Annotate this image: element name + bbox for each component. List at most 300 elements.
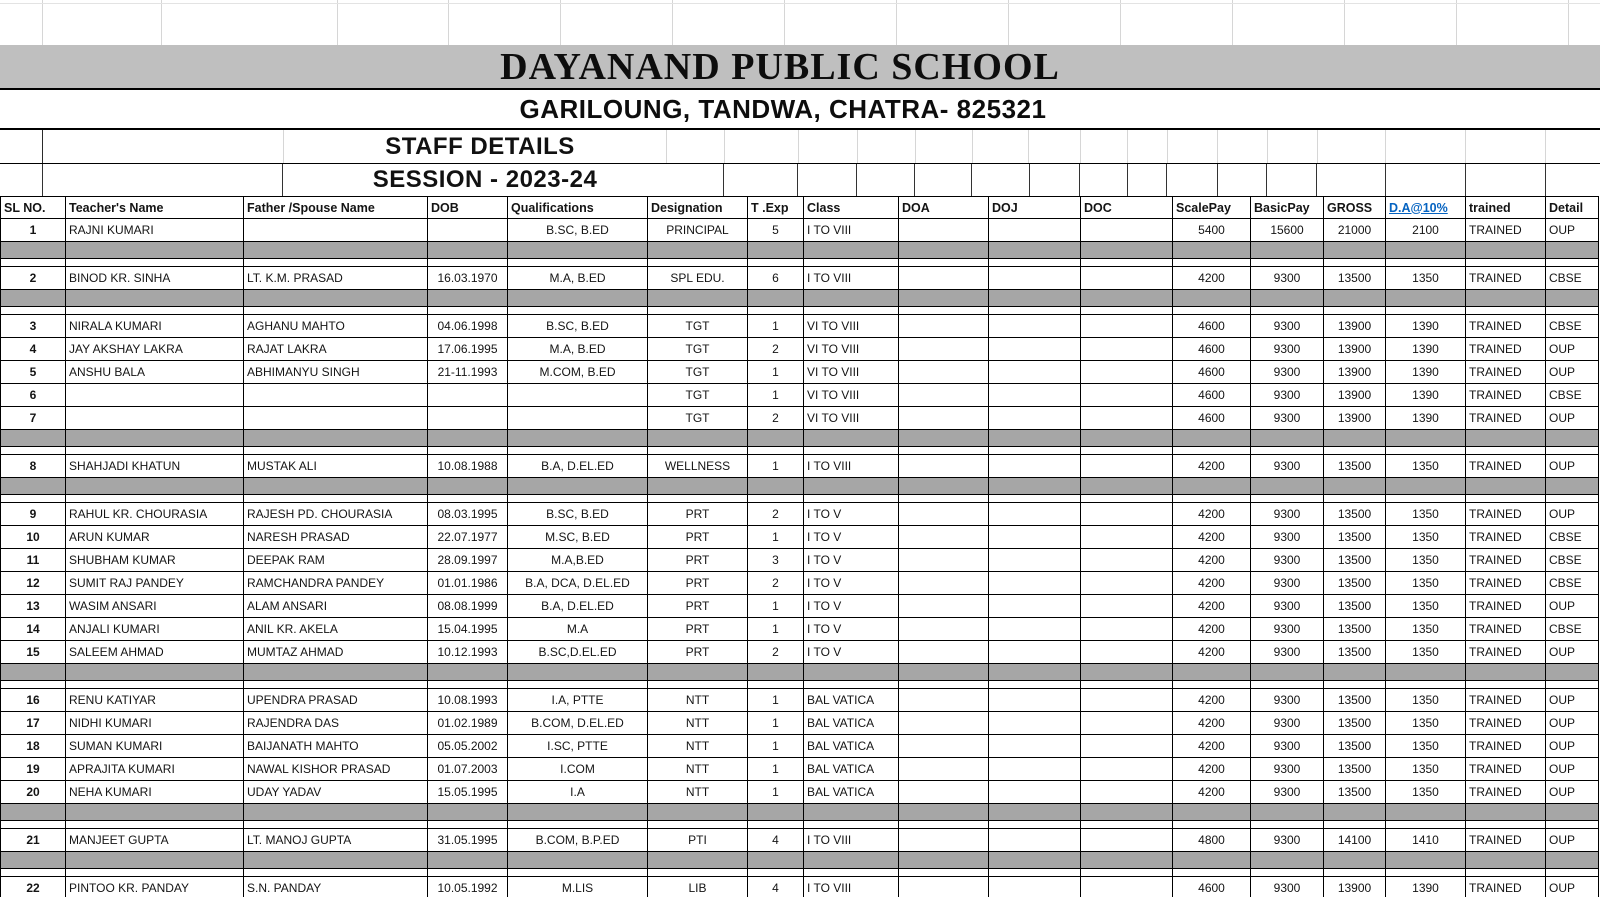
cell-da-row-6[interactable]: 1390 xyxy=(1386,384,1466,407)
cell-basic-row-1[interactable]: 15600 xyxy=(1251,219,1324,242)
cell-qual-row-3[interactable]: B.SC, B.ED xyxy=(508,315,648,338)
cell-basic-row-2[interactable]: 9300 xyxy=(1251,267,1324,290)
cell-scale-row-5[interactable]: 4600 xyxy=(1173,361,1251,384)
cell-texp-row-1[interactable]: 5 xyxy=(748,219,804,242)
cell-detail-row-20[interactable]: OUP xyxy=(1546,781,1599,804)
cell-da-row-19[interactable]: 1350 xyxy=(1386,758,1466,781)
cell-sl-row-12[interactable]: 12 xyxy=(1,572,66,595)
cell-detail-row-12[interactable]: CBSE xyxy=(1546,572,1599,595)
cell-dob-row-7[interactable] xyxy=(428,407,508,430)
cell-texp-row-8[interactable]: 1 xyxy=(748,455,804,478)
cell-desig-row-15[interactable]: PRT xyxy=(648,641,748,664)
cell-da-row-9[interactable]: 1350 xyxy=(1386,503,1466,526)
cell-father-row-15[interactable]: MUMTAZ AHMAD xyxy=(244,641,428,664)
cell-qual-row-15[interactable]: B.SC,D.EL.ED xyxy=(508,641,648,664)
cell-doc-row-5[interactable] xyxy=(1081,361,1173,384)
cell-cls-row-5[interactable]: VI TO VIII xyxy=(804,361,899,384)
cell-da-row-16[interactable]: 1350 xyxy=(1386,689,1466,712)
cell-name-row-19[interactable]: APRAJITA KUMARI xyxy=(66,758,244,781)
cell-trained-row-14[interactable]: TRAINED xyxy=(1466,618,1546,641)
cell-qual-row-22[interactable]: M.LIS xyxy=(508,877,648,897)
cell-texp-row-2[interactable]: 6 xyxy=(748,267,804,290)
cell-desig-row-17[interactable]: NTT xyxy=(648,712,748,735)
cell-desig-row-8[interactable]: WELLNESS xyxy=(648,455,748,478)
cell-desig-row-13[interactable]: PRT xyxy=(648,595,748,618)
cell-basic-row-15[interactable]: 9300 xyxy=(1251,641,1324,664)
cell-desig-row-5[interactable]: TGT xyxy=(648,361,748,384)
cell-dob-row-4[interactable]: 17.06.1995 xyxy=(428,338,508,361)
cell-name-row-8[interactable]: SHAHJADI KHATUN xyxy=(66,455,244,478)
cell-da-row-10[interactable]: 1350 xyxy=(1386,526,1466,549)
cell-doa-row-10[interactable] xyxy=(899,526,989,549)
cell-trained-row-7[interactable]: TRAINED xyxy=(1466,407,1546,430)
cell-doj-row-8[interactable] xyxy=(989,455,1081,478)
cell-desig-row-14[interactable]: PRT xyxy=(648,618,748,641)
cell-da-row-7[interactable]: 1390 xyxy=(1386,407,1466,430)
cell-name-row-2[interactable]: BINOD KR. SINHA xyxy=(66,267,244,290)
cell-detail-row-7[interactable]: OUP xyxy=(1546,407,1599,430)
cell-name-row-13[interactable]: WASIM ANSARI xyxy=(66,595,244,618)
cell-qual-row-20[interactable]: I.A xyxy=(508,781,648,804)
cell-texp-row-22[interactable]: 4 xyxy=(748,877,804,897)
cell-basic-row-16[interactable]: 9300 xyxy=(1251,689,1324,712)
cell-basic-row-8[interactable]: 9300 xyxy=(1251,455,1324,478)
cell-basic-row-14[interactable]: 9300 xyxy=(1251,618,1324,641)
cell-scale-row-21[interactable]: 4800 xyxy=(1173,829,1251,852)
cell-texp-row-14[interactable]: 1 xyxy=(748,618,804,641)
cell-desig-row-2[interactable]: SPL EDU. xyxy=(648,267,748,290)
cell-basic-row-21[interactable]: 9300 xyxy=(1251,829,1324,852)
cell-basic-row-11[interactable]: 9300 xyxy=(1251,549,1324,572)
cell-cls-row-2[interactable]: I TO VIII xyxy=(804,267,899,290)
cell-trained-row-22[interactable]: TRAINED xyxy=(1466,877,1546,897)
cell-cls-row-3[interactable]: VI TO VIII xyxy=(804,315,899,338)
cell-doc-row-20[interactable] xyxy=(1081,781,1173,804)
cell-dob-row-5[interactable]: 21-11.1993 xyxy=(428,361,508,384)
cell-da-row-17[interactable]: 1350 xyxy=(1386,712,1466,735)
cell-dob-row-1[interactable] xyxy=(428,219,508,242)
cell-dob-row-9[interactable]: 08.03.1995 xyxy=(428,503,508,526)
cell-doc-row-19[interactable] xyxy=(1081,758,1173,781)
cell-gross-row-7[interactable]: 13900 xyxy=(1324,407,1386,430)
cell-name-row-3[interactable]: NIRALA KUMARI xyxy=(66,315,244,338)
cell-gross-row-5[interactable]: 13900 xyxy=(1324,361,1386,384)
cell-gross-row-1[interactable]: 21000 xyxy=(1324,219,1386,242)
cell-qual-row-18[interactable]: I.SC, PTTE xyxy=(508,735,648,758)
cell-detail-row-6[interactable]: CBSE xyxy=(1546,384,1599,407)
cell-name-row-4[interactable]: JAY AKSHAY LAKRA xyxy=(66,338,244,361)
cell-dob-row-16[interactable]: 10.08.1993 xyxy=(428,689,508,712)
cell-desig-row-6[interactable]: TGT xyxy=(648,384,748,407)
cell-scale-row-7[interactable]: 4600 xyxy=(1173,407,1251,430)
cell-cls-row-21[interactable]: I TO VIII xyxy=(804,829,899,852)
cell-gross-row-17[interactable]: 13500 xyxy=(1324,712,1386,735)
cell-desig-row-20[interactable]: NTT xyxy=(648,781,748,804)
cell-qual-row-8[interactable]: B.A, D.EL.ED xyxy=(508,455,648,478)
cell-gross-row-6[interactable]: 13900 xyxy=(1324,384,1386,407)
cell-doj-row-2[interactable] xyxy=(989,267,1081,290)
cell-doa-row-6[interactable] xyxy=(899,384,989,407)
cell-doj-row-15[interactable] xyxy=(989,641,1081,664)
cell-qual-row-10[interactable]: M.SC, B.ED xyxy=(508,526,648,549)
cell-trained-row-20[interactable]: TRAINED xyxy=(1466,781,1546,804)
cell-scale-row-14[interactable]: 4200 xyxy=(1173,618,1251,641)
cell-basic-row-13[interactable]: 9300 xyxy=(1251,595,1324,618)
cell-qual-row-13[interactable]: B.A, D.EL.ED xyxy=(508,595,648,618)
cell-scale-row-16[interactable]: 4200 xyxy=(1173,689,1251,712)
cell-trained-row-9[interactable]: TRAINED xyxy=(1466,503,1546,526)
cell-scale-row-17[interactable]: 4200 xyxy=(1173,712,1251,735)
cell-doc-row-14[interactable] xyxy=(1081,618,1173,641)
cell-doj-row-9[interactable] xyxy=(989,503,1081,526)
cell-qual-row-17[interactable]: B.COM, D.EL.ED xyxy=(508,712,648,735)
cell-doc-row-10[interactable] xyxy=(1081,526,1173,549)
cell-trained-row-1[interactable]: TRAINED xyxy=(1466,219,1546,242)
cell-da-row-22[interactable]: 1390 xyxy=(1386,877,1466,897)
cell-father-row-5[interactable]: ABHIMANYU SINGH xyxy=(244,361,428,384)
col-header-da[interactable]: D.A@10% xyxy=(1386,197,1466,219)
cell-father-row-12[interactable]: RAMCHANDRA PANDEY xyxy=(244,572,428,595)
cell-doj-row-12[interactable] xyxy=(989,572,1081,595)
cell-detail-row-14[interactable]: CBSE xyxy=(1546,618,1599,641)
cell-qual-row-14[interactable]: M.A xyxy=(508,618,648,641)
cell-gross-row-18[interactable]: 13500 xyxy=(1324,735,1386,758)
cell-name-row-15[interactable]: SALEEM AHMAD xyxy=(66,641,244,664)
cell-da-row-3[interactable]: 1390 xyxy=(1386,315,1466,338)
cell-da-row-13[interactable]: 1350 xyxy=(1386,595,1466,618)
cell-doa-row-14[interactable] xyxy=(899,618,989,641)
cell-gross-row-11[interactable]: 13500 xyxy=(1324,549,1386,572)
cell-dob-row-6[interactable] xyxy=(428,384,508,407)
cell-doa-row-21[interactable] xyxy=(899,829,989,852)
cell-cls-row-4[interactable]: VI TO VIII xyxy=(804,338,899,361)
cell-detail-row-13[interactable]: OUP xyxy=(1546,595,1599,618)
cell-cls-row-9[interactable]: I TO V xyxy=(804,503,899,526)
cell-father-row-9[interactable]: RAJESH PD. CHOURASIA xyxy=(244,503,428,526)
cell-doc-row-8[interactable] xyxy=(1081,455,1173,478)
cell-basic-row-3[interactable]: 9300 xyxy=(1251,315,1324,338)
cell-doj-row-7[interactable] xyxy=(989,407,1081,430)
cell-scale-row-12[interactable]: 4200 xyxy=(1173,572,1251,595)
cell-desig-row-11[interactable]: PRT xyxy=(648,549,748,572)
cell-doj-row-14[interactable] xyxy=(989,618,1081,641)
cell-cls-row-10[interactable]: I TO V xyxy=(804,526,899,549)
cell-gross-row-20[interactable]: 13500 xyxy=(1324,781,1386,804)
cell-doc-row-16[interactable] xyxy=(1081,689,1173,712)
cell-desig-row-19[interactable]: NTT xyxy=(648,758,748,781)
cell-dob-row-11[interactable]: 28.09.1997 xyxy=(428,549,508,572)
cell-doj-row-4[interactable] xyxy=(989,338,1081,361)
cell-doj-row-6[interactable] xyxy=(989,384,1081,407)
cell-desig-row-22[interactable]: LIB xyxy=(648,877,748,897)
cell-trained-row-12[interactable]: TRAINED xyxy=(1466,572,1546,595)
cell-name-row-5[interactable]: ANSHU BALA xyxy=(66,361,244,384)
cell-sl-row-5[interactable]: 5 xyxy=(1,361,66,384)
cell-father-row-14[interactable]: ANIL KR. AKELA xyxy=(244,618,428,641)
cell-doc-row-17[interactable] xyxy=(1081,712,1173,735)
cell-cls-row-7[interactable]: VI TO VIII xyxy=(804,407,899,430)
cell-sl-row-11[interactable]: 11 xyxy=(1,549,66,572)
cell-trained-row-18[interactable]: TRAINED xyxy=(1466,735,1546,758)
cell-cls-row-6[interactable]: VI TO VIII xyxy=(804,384,899,407)
cell-father-row-22[interactable]: S.N. PANDAY xyxy=(244,877,428,897)
cell-qual-row-21[interactable]: B.COM, B.P.ED xyxy=(508,829,648,852)
cell-scale-row-2[interactable]: 4200 xyxy=(1173,267,1251,290)
cell-sl-row-16[interactable]: 16 xyxy=(1,689,66,712)
cell-trained-row-4[interactable]: TRAINED xyxy=(1466,338,1546,361)
cell-basic-row-9[interactable]: 9300 xyxy=(1251,503,1324,526)
cell-gross-row-22[interactable]: 13900 xyxy=(1324,877,1386,897)
cell-detail-row-3[interactable]: CBSE xyxy=(1546,315,1599,338)
cell-basic-row-17[interactable]: 9300 xyxy=(1251,712,1324,735)
cell-trained-row-2[interactable]: TRAINED xyxy=(1466,267,1546,290)
cell-desig-row-7[interactable]: TGT xyxy=(648,407,748,430)
cell-desig-row-3[interactable]: TGT xyxy=(648,315,748,338)
cell-da-row-4[interactable]: 1390 xyxy=(1386,338,1466,361)
cell-doc-row-7[interactable] xyxy=(1081,407,1173,430)
cell-doa-row-17[interactable] xyxy=(899,712,989,735)
cell-father-row-21[interactable]: LT. MANOJ GUPTA xyxy=(244,829,428,852)
cell-name-row-10[interactable]: ARUN KUMAR xyxy=(66,526,244,549)
cell-dob-row-8[interactable]: 10.08.1988 xyxy=(428,455,508,478)
cell-doj-row-18[interactable] xyxy=(989,735,1081,758)
cell-doa-row-3[interactable] xyxy=(899,315,989,338)
cell-detail-row-15[interactable]: OUP xyxy=(1546,641,1599,664)
cell-basic-row-10[interactable]: 9300 xyxy=(1251,526,1324,549)
cell-desig-row-1[interactable]: PRINCIPAL xyxy=(648,219,748,242)
cell-da-row-11[interactable]: 1350 xyxy=(1386,549,1466,572)
cell-da-row-5[interactable]: 1390 xyxy=(1386,361,1466,384)
cell-texp-row-3[interactable]: 1 xyxy=(748,315,804,338)
cell-sl-row-14[interactable]: 14 xyxy=(1,618,66,641)
cell-doc-row-6[interactable] xyxy=(1081,384,1173,407)
cell-doc-row-11[interactable] xyxy=(1081,549,1173,572)
cell-father-row-11[interactable]: DEEPAK RAM xyxy=(244,549,428,572)
cell-doc-row-18[interactable] xyxy=(1081,735,1173,758)
cell-qual-row-1[interactable]: B.SC, B.ED xyxy=(508,219,648,242)
cell-detail-row-9[interactable]: OUP xyxy=(1546,503,1599,526)
cell-cls-row-16[interactable]: BAL VATICA xyxy=(804,689,899,712)
cell-doj-row-1[interactable] xyxy=(989,219,1081,242)
cell-detail-row-2[interactable]: CBSE xyxy=(1546,267,1599,290)
cell-scale-row-18[interactable]: 4200 xyxy=(1173,735,1251,758)
cell-scale-row-1[interactable]: 5400 xyxy=(1173,219,1251,242)
cell-texp-row-13[interactable]: 1 xyxy=(748,595,804,618)
cell-doc-row-15[interactable] xyxy=(1081,641,1173,664)
cell-name-row-11[interactable]: SHUBHAM KUMAR xyxy=(66,549,244,572)
cell-sl-row-15[interactable]: 15 xyxy=(1,641,66,664)
cell-name-row-18[interactable]: SUMAN KUMARI xyxy=(66,735,244,758)
cell-gross-row-15[interactable]: 13500 xyxy=(1324,641,1386,664)
cell-father-row-6[interactable] xyxy=(244,384,428,407)
cell-scale-row-3[interactable]: 4600 xyxy=(1173,315,1251,338)
cell-detail-row-1[interactable]: OUP xyxy=(1546,219,1599,242)
cell-doa-row-20[interactable] xyxy=(899,781,989,804)
cell-dob-row-14[interactable]: 15.04.1995 xyxy=(428,618,508,641)
cell-doa-row-22[interactable] xyxy=(899,877,989,897)
cell-detail-row-19[interactable]: OUP xyxy=(1546,758,1599,781)
cell-doj-row-5[interactable] xyxy=(989,361,1081,384)
cell-sl-row-2[interactable]: 2 xyxy=(1,267,66,290)
cell-detail-row-22[interactable]: OUP xyxy=(1546,877,1599,897)
cell-qual-row-5[interactable]: M.COM, B.ED xyxy=(508,361,648,384)
cell-doa-row-5[interactable] xyxy=(899,361,989,384)
cell-cls-row-14[interactable]: I TO V xyxy=(804,618,899,641)
cell-doj-row-22[interactable] xyxy=(989,877,1081,897)
cell-trained-row-15[interactable]: TRAINED xyxy=(1466,641,1546,664)
cell-da-row-20[interactable]: 1350 xyxy=(1386,781,1466,804)
cell-doc-row-22[interactable] xyxy=(1081,877,1173,897)
cell-detail-row-18[interactable]: OUP xyxy=(1546,735,1599,758)
cell-doj-row-20[interactable] xyxy=(989,781,1081,804)
cell-name-row-12[interactable]: SUMIT RAJ PANDEY xyxy=(66,572,244,595)
cell-detail-row-4[interactable]: OUP xyxy=(1546,338,1599,361)
cell-qual-row-16[interactable]: I.A, PTTE xyxy=(508,689,648,712)
cell-detail-row-8[interactable]: OUP xyxy=(1546,455,1599,478)
cell-scale-row-15[interactable]: 4200 xyxy=(1173,641,1251,664)
cell-qual-row-6[interactable] xyxy=(508,384,648,407)
cell-da-row-18[interactable]: 1350 xyxy=(1386,735,1466,758)
cell-scale-row-8[interactable]: 4200 xyxy=(1173,455,1251,478)
cell-cls-row-20[interactable]: BAL VATICA xyxy=(804,781,899,804)
cell-texp-row-11[interactable]: 3 xyxy=(748,549,804,572)
cell-sl-row-17[interactable]: 17 xyxy=(1,712,66,735)
cell-father-row-7[interactable] xyxy=(244,407,428,430)
cell-doa-row-11[interactable] xyxy=(899,549,989,572)
cell-texp-row-4[interactable]: 2 xyxy=(748,338,804,361)
cell-scale-row-10[interactable]: 4200 xyxy=(1173,526,1251,549)
cell-qual-row-2[interactable]: M.A, B.ED xyxy=(508,267,648,290)
cell-texp-row-20[interactable]: 1 xyxy=(748,781,804,804)
cell-da-row-8[interactable]: 1350 xyxy=(1386,455,1466,478)
cell-texp-row-9[interactable]: 2 xyxy=(748,503,804,526)
cell-sl-row-4[interactable]: 4 xyxy=(1,338,66,361)
cell-trained-row-10[interactable]: TRAINED xyxy=(1466,526,1546,549)
cell-dob-row-15[interactable]: 10.12.1993 xyxy=(428,641,508,664)
cell-scale-row-19[interactable]: 4200 xyxy=(1173,758,1251,781)
cell-cls-row-15[interactable]: I TO V xyxy=(804,641,899,664)
cell-scale-row-6[interactable]: 4600 xyxy=(1173,384,1251,407)
cell-scale-row-9[interactable]: 4200 xyxy=(1173,503,1251,526)
cell-doa-row-2[interactable] xyxy=(899,267,989,290)
cell-sl-row-21[interactable]: 21 xyxy=(1,829,66,852)
cell-doc-row-21[interactable] xyxy=(1081,829,1173,852)
cell-da-row-1[interactable]: 2100 xyxy=(1386,219,1466,242)
cell-doa-row-13[interactable] xyxy=(899,595,989,618)
cell-sl-row-6[interactable]: 6 xyxy=(1,384,66,407)
cell-basic-row-12[interactable]: 9300 xyxy=(1251,572,1324,595)
cell-detail-row-17[interactable]: OUP xyxy=(1546,712,1599,735)
cell-basic-row-6[interactable]: 9300 xyxy=(1251,384,1324,407)
cell-desig-row-10[interactable]: PRT xyxy=(648,526,748,549)
cell-father-row-2[interactable]: LT. K.M. PRASAD xyxy=(244,267,428,290)
cell-doc-row-13[interactable] xyxy=(1081,595,1173,618)
cell-doc-row-9[interactable] xyxy=(1081,503,1173,526)
cell-basic-row-5[interactable]: 9300 xyxy=(1251,361,1324,384)
cell-doa-row-18[interactable] xyxy=(899,735,989,758)
cell-sl-row-18[interactable]: 18 xyxy=(1,735,66,758)
cell-doc-row-1[interactable] xyxy=(1081,219,1173,242)
cell-dob-row-2[interactable]: 16.03.1970 xyxy=(428,267,508,290)
cell-doa-row-4[interactable] xyxy=(899,338,989,361)
cell-father-row-3[interactable]: AGHANU MAHTO xyxy=(244,315,428,338)
cell-texp-row-15[interactable]: 2 xyxy=(748,641,804,664)
cell-name-row-7[interactable] xyxy=(66,407,244,430)
cell-gross-row-9[interactable]: 13500 xyxy=(1324,503,1386,526)
cell-qual-row-12[interactable]: B.A, DCA, D.EL.ED xyxy=(508,572,648,595)
cell-basic-row-7[interactable]: 9300 xyxy=(1251,407,1324,430)
cell-qual-row-9[interactable]: B.SC, B.ED xyxy=(508,503,648,526)
cell-cls-row-22[interactable]: I TO VIII xyxy=(804,877,899,897)
cell-basic-row-4[interactable]: 9300 xyxy=(1251,338,1324,361)
cell-da-row-2[interactable]: 1350 xyxy=(1386,267,1466,290)
cell-texp-row-7[interactable]: 2 xyxy=(748,407,804,430)
cell-doa-row-16[interactable] xyxy=(899,689,989,712)
cell-trained-row-8[interactable]: TRAINED xyxy=(1466,455,1546,478)
cell-name-row-22[interactable]: PINTOO KR. PANDAY xyxy=(66,877,244,897)
cell-gross-row-13[interactable]: 13500 xyxy=(1324,595,1386,618)
cell-qual-row-11[interactable]: M.A,B.ED xyxy=(508,549,648,572)
cell-sl-row-13[interactable]: 13 xyxy=(1,595,66,618)
cell-gross-row-21[interactable]: 14100 xyxy=(1324,829,1386,852)
cell-father-row-20[interactable]: UDAY YADAV xyxy=(244,781,428,804)
cell-doa-row-9[interactable] xyxy=(899,503,989,526)
cell-doj-row-10[interactable] xyxy=(989,526,1081,549)
cell-sl-row-1[interactable]: 1 xyxy=(1,219,66,242)
cell-name-row-14[interactable]: ANJALI KUMARI xyxy=(66,618,244,641)
cell-doj-row-16[interactable] xyxy=(989,689,1081,712)
cell-dob-row-19[interactable]: 01.07.2003 xyxy=(428,758,508,781)
cell-cls-row-13[interactable]: I TO V xyxy=(804,595,899,618)
cell-name-row-6[interactable] xyxy=(66,384,244,407)
cell-name-row-9[interactable]: RAHUL KR. CHOURASIA xyxy=(66,503,244,526)
cell-desig-row-18[interactable]: NTT xyxy=(648,735,748,758)
cell-trained-row-19[interactable]: TRAINED xyxy=(1466,758,1546,781)
cell-cls-row-8[interactable]: I TO VIII xyxy=(804,455,899,478)
cell-trained-row-3[interactable]: TRAINED xyxy=(1466,315,1546,338)
cell-doc-row-3[interactable] xyxy=(1081,315,1173,338)
cell-gross-row-3[interactable]: 13900 xyxy=(1324,315,1386,338)
cell-gross-row-16[interactable]: 13500 xyxy=(1324,689,1386,712)
cell-sl-row-10[interactable]: 10 xyxy=(1,526,66,549)
cell-father-row-13[interactable]: ALAM ANSARI xyxy=(244,595,428,618)
cell-gross-row-14[interactable]: 13500 xyxy=(1324,618,1386,641)
cell-desig-row-9[interactable]: PRT xyxy=(648,503,748,526)
cell-sl-row-3[interactable]: 3 xyxy=(1,315,66,338)
cell-desig-row-21[interactable]: PTI xyxy=(648,829,748,852)
cell-cls-row-1[interactable]: I TO VIII xyxy=(804,219,899,242)
cell-detail-row-16[interactable]: OUP xyxy=(1546,689,1599,712)
cell-texp-row-5[interactable]: 1 xyxy=(748,361,804,384)
cell-basic-row-22[interactable]: 9300 xyxy=(1251,877,1324,897)
cell-dob-row-17[interactable]: 01.02.1989 xyxy=(428,712,508,735)
cell-texp-row-18[interactable]: 1 xyxy=(748,735,804,758)
cell-scale-row-11[interactable]: 4200 xyxy=(1173,549,1251,572)
cell-father-row-1[interactable] xyxy=(244,219,428,242)
cell-father-row-8[interactable]: MUSTAK ALI xyxy=(244,455,428,478)
cell-doa-row-15[interactable] xyxy=(899,641,989,664)
cell-trained-row-17[interactable]: TRAINED xyxy=(1466,712,1546,735)
cell-sl-row-9[interactable]: 9 xyxy=(1,503,66,526)
cell-sl-row-19[interactable]: 19 xyxy=(1,758,66,781)
cell-father-row-16[interactable]: UPENDRA PRASAD xyxy=(244,689,428,712)
cell-doj-row-19[interactable] xyxy=(989,758,1081,781)
cell-detail-row-10[interactable]: CBSE xyxy=(1546,526,1599,549)
cell-doa-row-7[interactable] xyxy=(899,407,989,430)
cell-name-row-17[interactable]: NIDHI KUMARI xyxy=(66,712,244,735)
cell-texp-row-12[interactable]: 2 xyxy=(748,572,804,595)
cell-desig-row-16[interactable]: NTT xyxy=(648,689,748,712)
